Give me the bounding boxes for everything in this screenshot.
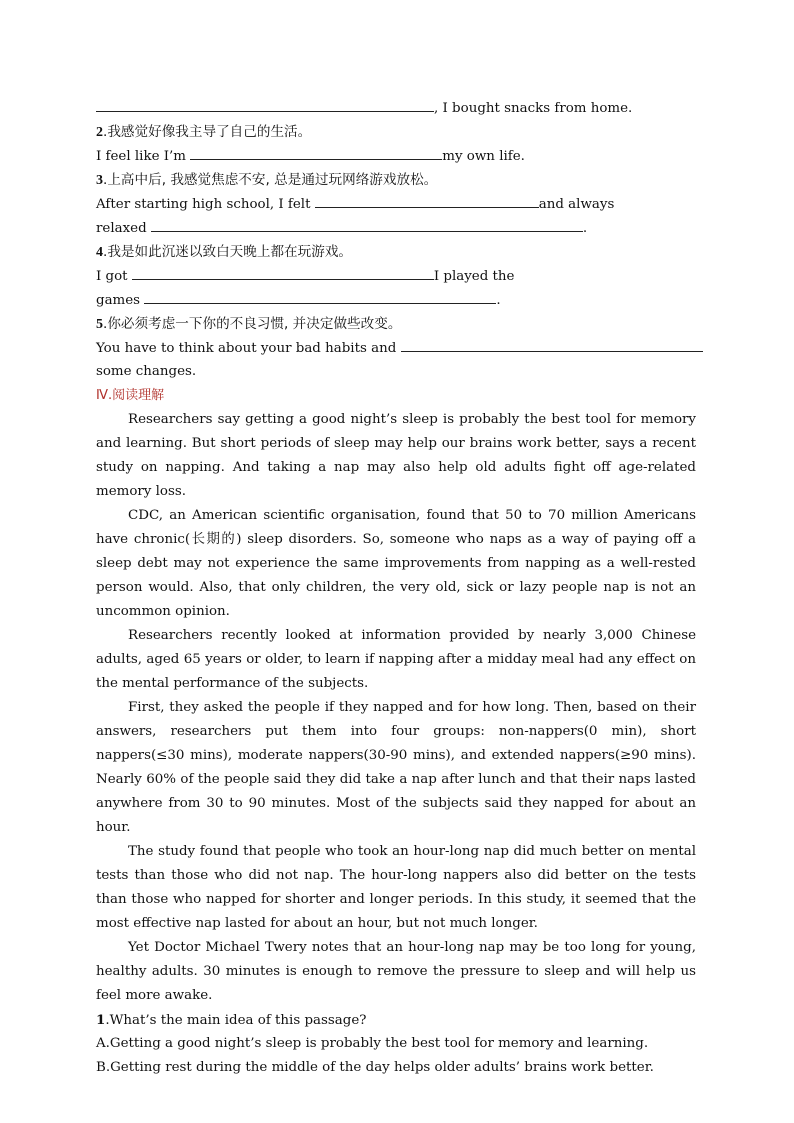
answer-blank[interactable]	[190, 144, 442, 160]
q5-number: 5	[96, 317, 103, 332]
q5-chinese-text: .你必须考虑一下你的不良习惯, 并决定做些改变。	[103, 316, 402, 332]
passage-paragraph-4: First, they asked the people if they napped and for how long. Then, based on their answers, researchers put them into four groups: non-nappers(0 min), short nappers(≤30 mins), moderate nappers(30-90 mins), and extended nappers(≥90 mins). Nearly 60% of the people said they did take a nap after lunch and that their naps lasted anywhere from 30 to 90 minutes. Most of the subjects said they napped for about an hour.	[96, 700, 696, 835]
q4-english-line	[96, 264, 696, 288]
section-heading: Ⅳ.阅读理解	[96, 388, 165, 403]
q4-en-pre: I got	[96, 269, 128, 284]
answer-blank[interactable]	[401, 336, 703, 352]
q5-en2: some changes.	[96, 364, 197, 379]
q3-en-post: and always	[538, 197, 615, 212]
answer-blank[interactable]	[132, 264, 434, 280]
q4-en2-pre: games	[96, 293, 141, 308]
option-a[interactable]: A.Getting a good night’s sleep is probably the best tool for memory and learning.	[96, 1036, 649, 1051]
passage-paragraph-1: Researchers say getting a good night’s sleep is probably the best tool for memory and learning. But short periods of sleep may help our brains work better, says a recent study on napping. And taking a nap may also help old adults fight off age-related memory loss.	[96, 412, 696, 499]
q5-english-line	[96, 336, 696, 360]
passage-paragraph-5: The study found that people who took an hour-long nap did much better on mental tests than those who did not nap. The hour-long nappers also did better on the tests than those who napped for shorter and longer periods. In this study, it seemed that the most effective nap lasted for about an hour, but not much longer.	[96, 844, 696, 931]
q3-english-line	[96, 192, 696, 216]
q4-english-line-2	[96, 288, 696, 312]
q3-en2-post: .	[582, 221, 588, 236]
q2-chinese	[96, 120, 696, 144]
q5-chinese	[96, 312, 696, 336]
q2-chinese-text: .我感觉好像我主导了自己的生活。	[103, 124, 312, 140]
answer-blank[interactable]	[144, 288, 496, 304]
passage-paragraph-2: CDC, an American scientific organisation, found that 50 to 70 million Americans have chronic(长期的) sleep disorders. So, someone who naps as a way of paying off a sleep debt may not experience the same improvements from napping as a well-rested person would. Also, that only children, the very old, sick or lazy people nap is not an uncommon opinion.	[96, 508, 696, 619]
passage-paragraph-3: Researchers recently looked at information provided by nearly 3,000 Chinese adults, aged 65 years or older, to learn if napping after a midday meal had any effect on the mental performance of the subjects.	[96, 628, 696, 691]
question-number: 1	[96, 1012, 106, 1028]
answer-blank[interactable]	[96, 96, 434, 112]
answer-blank[interactable]	[315, 192, 539, 208]
document-page	[96, 96, 696, 1080]
option-b[interactable]: B.Getting rest during the middle of the day helps older adults’ brains work better.	[96, 1060, 654, 1075]
q3-chinese-text: .上高中后, 我感觉焦虑不安, 总是通过玩网络游戏放松。	[103, 172, 438, 188]
q1-tail: , I bought snacks from home.	[434, 101, 633, 116]
passage-paragraph-6: Yet Doctor Michael Twery notes that an hour-long nap may be too long for young, healthy adults. 30 minutes is enough to remove the pressure to sleep and will help us feel more awake.	[96, 940, 696, 1003]
q3-number: 3	[96, 173, 103, 188]
q2-english-line	[96, 144, 696, 168]
q2-en-pre: I feel like I’m	[96, 149, 186, 164]
q3-en2-pre: relaxed	[96, 221, 147, 236]
q2-number: 2	[96, 125, 103, 140]
q3-en-pre: After starting high school, I felt	[96, 197, 311, 212]
q4-number: 4	[96, 245, 103, 260]
q4-chinese-text: .我是如此沉迷以致白天晚上都在玩游戏。	[103, 244, 353, 260]
q5-english-line-2	[96, 360, 696, 384]
answer-blank[interactable]	[151, 216, 583, 232]
q2-en-post: my own life.	[442, 149, 525, 164]
q4-en-post: I played the	[433, 269, 515, 284]
q5-en-pre: You have to think about your bad habits and	[96, 341, 397, 356]
q4-en2-post: .	[496, 293, 501, 308]
q4-chinese	[96, 240, 696, 264]
q1-english-line	[96, 96, 696, 120]
question-1	[96, 1008, 696, 1032]
q3-chinese	[96, 168, 696, 192]
q3-english-line-2	[96, 216, 696, 240]
question-text: .What’s the main idea of this passage?	[105, 1013, 367, 1028]
